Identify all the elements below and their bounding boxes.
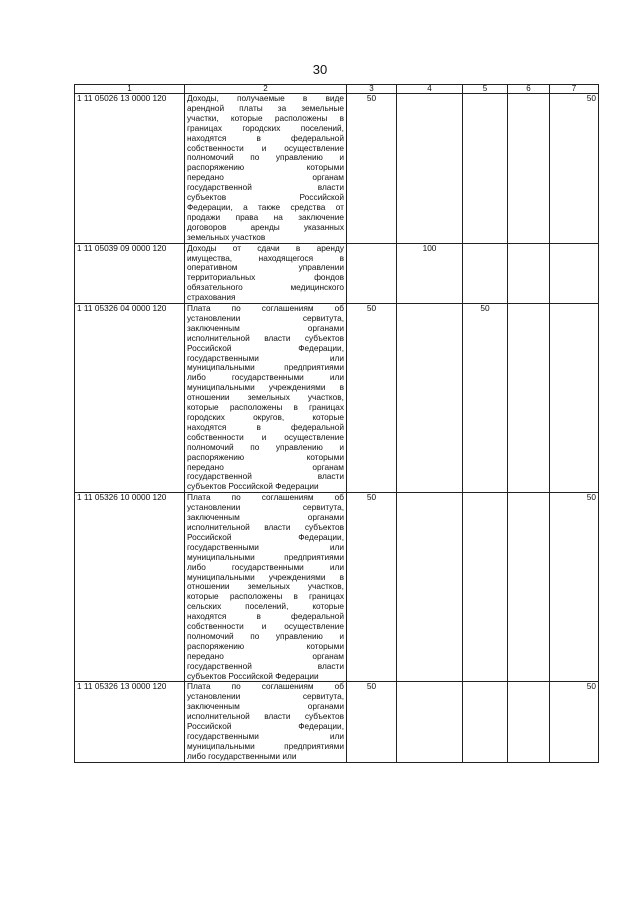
description-line: городских округов, которые bbox=[187, 412, 344, 422]
description-line: собственности и осуществление bbox=[187, 431, 344, 442]
header-cell: 2 bbox=[185, 85, 347, 94]
value-cell-col5 bbox=[463, 493, 508, 682]
description-line: передано органам bbox=[187, 650, 344, 661]
description-line: распоряжению которыми bbox=[187, 640, 344, 651]
value-cell-col7: 50 bbox=[550, 493, 599, 682]
header-cell: 7 bbox=[550, 85, 599, 94]
description-line: либо государственными или bbox=[187, 372, 344, 383]
value-cell-col6 bbox=[508, 304, 550, 493]
description-cell bbox=[185, 304, 347, 493]
description-line: исполнительной власти субъектов bbox=[187, 711, 344, 722]
description-line: государственной власти bbox=[187, 660, 344, 671]
description-line: муниципальными учреждениями в bbox=[187, 382, 344, 393]
value-cell-col5 bbox=[463, 243, 508, 303]
description-line: Российской Федерации, bbox=[187, 342, 344, 353]
description-cell bbox=[185, 243, 347, 303]
description-line: которые расположены в границах bbox=[187, 591, 344, 602]
value-cell-col7 bbox=[550, 304, 599, 493]
value-cell-col7: 50 bbox=[550, 94, 599, 244]
description-line: либо государственными или bbox=[187, 750, 297, 761]
value-cell-col3: 50 bbox=[347, 304, 397, 493]
table-body bbox=[75, 85, 599, 763]
description-line: Российской Федерации, bbox=[187, 531, 344, 542]
description-line: Плата по соглашениям об bbox=[187, 681, 344, 692]
value-cell-col7: 50 bbox=[550, 682, 599, 762]
description-line: земельных участков bbox=[187, 231, 266, 242]
description-line: исполнительной власти субъектов bbox=[187, 332, 344, 343]
value-cell-col4 bbox=[397, 304, 463, 493]
description-line: государственными или bbox=[187, 731, 344, 741]
description-line: сельских поселений, которые bbox=[187, 601, 344, 612]
header-cell: 3 bbox=[347, 85, 397, 94]
description-line: полномочий по управлению и bbox=[187, 630, 344, 641]
description-line: собственности и осуществление bbox=[187, 142, 344, 153]
value-cell-col4 bbox=[397, 493, 463, 682]
description-line: заключенным органами bbox=[187, 322, 344, 333]
description-line: государственной власти bbox=[187, 471, 344, 482]
description-line: субъектов Российской Федерации bbox=[187, 481, 319, 492]
value-cell-col4 bbox=[397, 94, 463, 244]
description-line: продажи права на заключение bbox=[187, 211, 344, 222]
description-line: обязательного медицинского bbox=[187, 282, 344, 293]
value-cell-col3: 50 bbox=[347, 94, 397, 244]
value-cell-col5 bbox=[463, 682, 508, 762]
header-cell: 6 bbox=[508, 85, 550, 94]
value-cell-col6 bbox=[508, 493, 550, 682]
description-line: Доходы, получаемые в виде bbox=[187, 93, 344, 103]
value-cell-col6 bbox=[508, 94, 550, 244]
description-line: Плата по соглашениям об bbox=[187, 303, 344, 314]
description-line: распоряжению которыми bbox=[187, 162, 344, 173]
description-line: находятся в федеральной bbox=[187, 421, 344, 432]
budget-code-cell: 1 11 05026 13 0000 120 bbox=[75, 94, 185, 244]
description-line: границах городских поселений, bbox=[187, 122, 344, 133]
description-line: имущества, находящегося в bbox=[187, 252, 344, 263]
description-line: установлении сервитута, bbox=[187, 312, 344, 323]
description-cell bbox=[185, 493, 347, 682]
description-cell bbox=[185, 94, 347, 244]
page-number: 30 bbox=[312, 62, 328, 77]
description-line: субъектов Российской Федерации bbox=[187, 670, 319, 681]
description-line: оперативном управлении bbox=[187, 262, 344, 273]
value-cell-col3: 50 bbox=[347, 682, 397, 762]
description-line: полномочий по управлению и bbox=[187, 152, 344, 163]
header-cell: 5 bbox=[463, 85, 508, 94]
description-line: государственными или bbox=[187, 541, 344, 552]
revenue-table bbox=[74, 84, 599, 763]
table-row bbox=[75, 493, 599, 682]
description-line: муниципальными учреждениями в bbox=[187, 571, 344, 582]
description-line: Федерации, а также средства от bbox=[187, 201, 344, 212]
value-cell-col3: 50 bbox=[347, 493, 397, 682]
description-line: государственной власти bbox=[187, 182, 344, 193]
description-line: муниципальными предприятиями bbox=[187, 551, 344, 562]
description-line: распоряжению которыми bbox=[187, 451, 344, 462]
description-line: муниципальными предприятиями bbox=[187, 740, 344, 751]
description-line: территориальных фондов bbox=[187, 272, 344, 283]
description-line: установлении сервитута, bbox=[187, 502, 344, 513]
table-row bbox=[75, 682, 599, 762]
value-cell-col6 bbox=[508, 243, 550, 303]
budget-code-cell: 1 11 05326 04 0000 120 bbox=[75, 304, 185, 493]
description-line: Доходы от сдачи в аренду bbox=[187, 242, 344, 253]
description-line: отношении земельных участков, bbox=[187, 392, 344, 403]
description-line: страхования bbox=[187, 292, 236, 303]
description-line: отношении земельных участков, bbox=[187, 581, 344, 592]
value-cell-col3 bbox=[347, 243, 397, 303]
description-line: исполнительной власти субъектов bbox=[187, 521, 344, 532]
header-cell: 1 bbox=[75, 85, 185, 94]
value-cell-col4 bbox=[397, 682, 463, 762]
table-row bbox=[75, 94, 599, 244]
description-line: договоров аренды указанных bbox=[187, 221, 344, 232]
description-line: муниципальными предприятиями bbox=[187, 362, 344, 373]
table-row bbox=[75, 243, 599, 303]
budget-code-cell: 1 11 05326 13 0000 120 bbox=[75, 682, 185, 762]
budget-code-cell: 1 11 05039 09 0000 120 bbox=[75, 243, 185, 303]
description-line: Плата по соглашениям об bbox=[187, 492, 344, 503]
value-cell-col4: 100 bbox=[397, 243, 463, 303]
header-cell: 4 bbox=[397, 85, 463, 94]
value-cell-col5 bbox=[463, 94, 508, 244]
table-row bbox=[75, 304, 599, 493]
value-cell-col5: 50 bbox=[463, 304, 508, 493]
description-line: субъектов Российской bbox=[187, 192, 344, 203]
description-line: либо государственными или bbox=[187, 561, 344, 572]
description-line: находятся в федеральной bbox=[187, 132, 344, 143]
description-line: передано органам bbox=[187, 461, 344, 472]
description-line: заключенным органами bbox=[187, 701, 344, 712]
description-line: арендной платы за земельные bbox=[187, 102, 344, 113]
description-line: участки, которые расположены в bbox=[187, 112, 344, 123]
value-cell-col6 bbox=[508, 682, 550, 762]
description-line: Российской Федерации, bbox=[187, 721, 344, 732]
description-line: находятся в федеральной bbox=[187, 611, 344, 622]
description-line: собственности и осуществление bbox=[187, 621, 344, 632]
description-line: передано органам bbox=[187, 172, 344, 183]
description-line: полномочий по управлению и bbox=[187, 441, 344, 452]
description-line: установлении сервитута, bbox=[187, 691, 344, 702]
description-line: которые расположены в границах bbox=[187, 402, 344, 413]
value-cell-col7 bbox=[550, 243, 599, 303]
description-line: заключенным органами bbox=[187, 512, 344, 523]
description-line: государственными или bbox=[187, 352, 344, 363]
budget-code-cell: 1 11 05326 10 0000 120 bbox=[75, 493, 185, 682]
description-cell bbox=[185, 682, 347, 762]
